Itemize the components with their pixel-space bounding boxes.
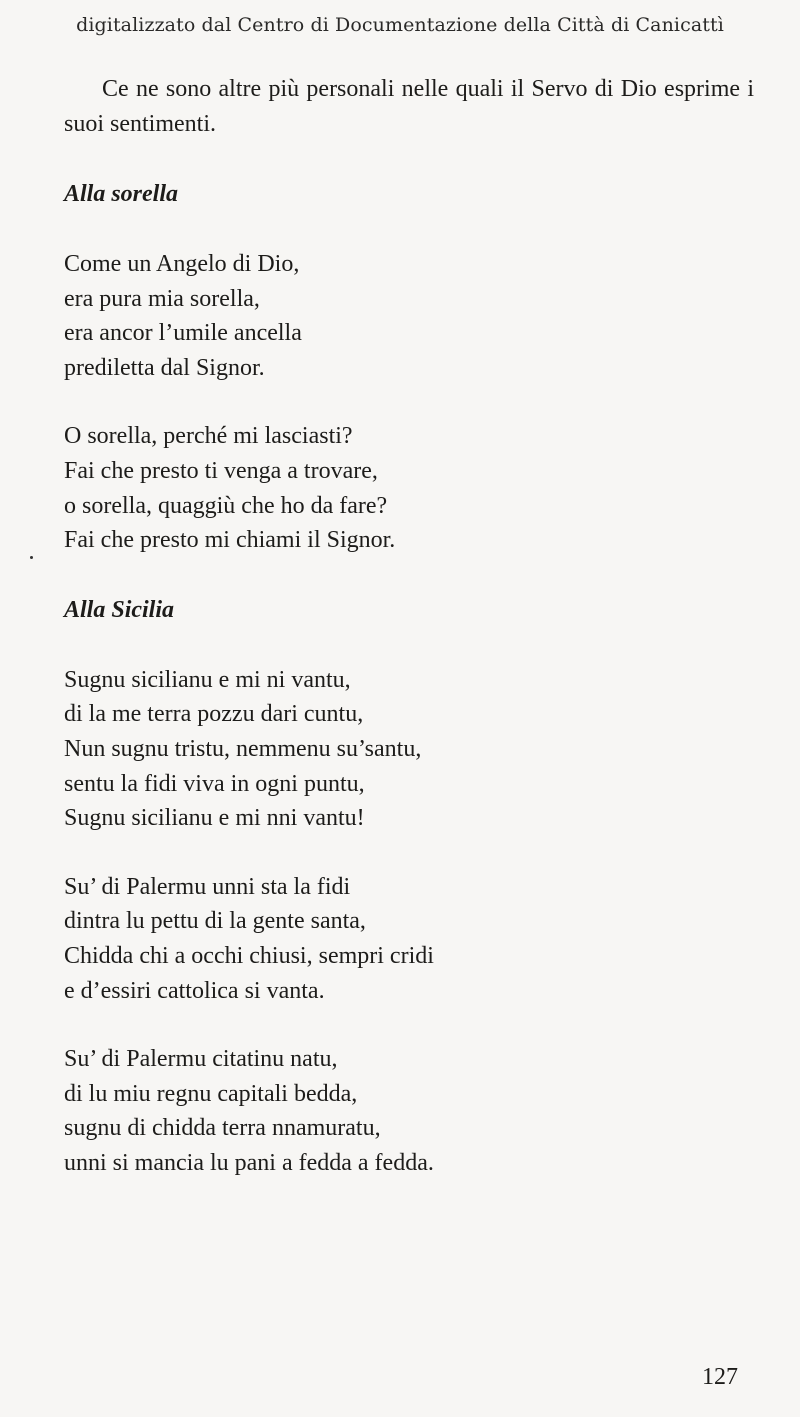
poem-stanza <box>64 1042 754 1180</box>
poem-line: di la me terra pozzu dari cuntu, <box>64 701 364 728</box>
poem-line: Su’ di Palermu citatinu natu, <box>64 1046 338 1073</box>
poem-line: era pura mia sorella, <box>64 285 260 312</box>
poem-line: Come un Angelo di Dio, <box>64 251 300 277</box>
intro-paragraph: Ce ne sono altre più personali nelle quali il Servo di Dio esprime i suoi sentimenti. <box>64 76 754 137</box>
page-number: 127 <box>702 1364 738 1390</box>
poem-line: Nun sugnu tristu, nemmenu su’santu, <box>64 735 422 762</box>
poem-stanza <box>64 663 754 836</box>
page-body <box>64 72 754 1180</box>
poem-line: sentu la fidi viva in ogni puntu, <box>64 770 365 797</box>
spacer <box>64 385 754 419</box>
poem-stanza <box>64 870 754 1008</box>
poem-line: o sorella, quaggiù che ho da fare? <box>64 492 388 519</box>
poem-stanza <box>64 247 754 385</box>
poem-line: sugnu di chidda terra nnamuratu, <box>64 1115 381 1142</box>
poem-stanza <box>64 419 754 557</box>
poem-line: e d’essiri cattolica si vanta. <box>64 977 325 1004</box>
digitization-header: digitalizzato dal Centro di Documentazione della Città di Canicattì <box>76 14 724 36</box>
poem-title-alla-sorella: Alla sorella <box>64 181 179 207</box>
spacer <box>64 212 754 247</box>
scan-speck <box>30 556 33 559</box>
poem-line: prediletta dal Signor. <box>64 354 265 381</box>
spacer <box>64 628 754 663</box>
poem-line: di lu miu regnu capitali bedda, <box>64 1080 358 1107</box>
poem-line: dintra lu pettu di la gente santa, <box>64 908 366 935</box>
poem-line: Su’ di Palermu unni sta la fidi <box>64 873 351 900</box>
poem-line: era ancor l’umile ancella <box>64 320 302 347</box>
poem-line: Sugnu sicilianu e mi nni vantu! <box>64 805 365 832</box>
poem-line: Sugnu sicilianu e mi ni vantu, <box>64 666 351 693</box>
spacer <box>64 836 754 870</box>
poem-line: unni si mancia lu pani a fedda a fedda. <box>64 1149 434 1176</box>
poem-line: Fai che presto ti venga a trovare, <box>64 457 378 484</box>
poem-title-alla-sicilia: Alla Sicilia <box>64 596 175 623</box>
spacer <box>64 1008 754 1042</box>
poem-line: Fai che presto mi chiami il Signor. <box>64 527 396 554</box>
poem-line: O sorella, perché mi lasciasti? <box>64 423 353 450</box>
poem-line: Chidda chi a occhi chiusi, sempri cridi <box>64 942 434 969</box>
spacer <box>64 142 754 177</box>
spacer <box>64 558 754 593</box>
